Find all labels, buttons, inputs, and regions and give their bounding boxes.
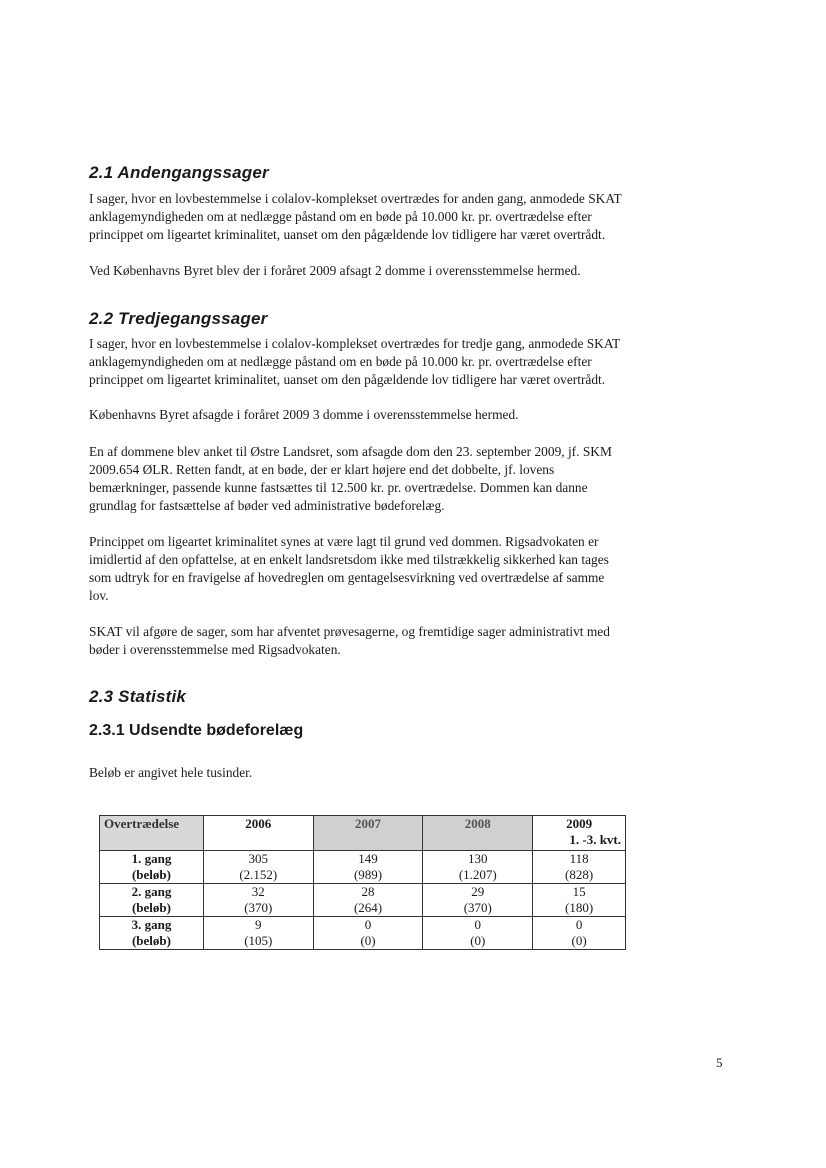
row-label <box>100 917 204 950</box>
table-cell <box>533 917 626 950</box>
cell-amount: (828) <box>565 867 594 882</box>
page-number: 5 <box>716 1055 723 1070</box>
cell-amount: (370) <box>463 900 492 915</box>
section-2-2-paragraph-1 <box>89 335 729 389</box>
table-cell <box>423 917 533 950</box>
section-2-2-paragraph-2: Københavns Byret afsagde i foråret 2009 3 domme i overensstemmelse hermed. <box>89 407 519 422</box>
text-line: 2009.654 ØLR. Retten fandt, at en bøde, der er klart højere end det dobbelte, jf. lovens <box>89 462 555 477</box>
section-2-2-paragraph-5 <box>89 623 729 659</box>
column-header: 2007 <box>313 816 423 851</box>
text-line: anklagemyndigheden om at nedlægge påstand om en bøde på 10.000 kr. pr. overtrædelse efter <box>89 354 592 369</box>
cell-count: 0 <box>364 917 372 932</box>
statistics-table <box>99 815 626 950</box>
cell-amount: (0) <box>470 933 486 948</box>
cell-amount: (370) <box>244 900 273 915</box>
cell-count: 32 <box>251 884 265 899</box>
column-header-2009 <box>533 816 626 851</box>
cell-count: 149 <box>358 851 378 866</box>
table-row <box>100 917 626 950</box>
text-line: imidlertid af den opfattelse, at en enkelt landsretsdom ikke med tilstrækkelig sikkerhed kan tages <box>89 552 609 567</box>
column-header: Overtrædelse <box>100 816 204 851</box>
column-header: 2008 <box>423 816 533 851</box>
cell-amount: (989) <box>353 867 383 882</box>
cell-count: 130 <box>468 851 488 866</box>
text-line: bemærkninger, passende kunne fastsættes til 12.500 kr. pr. overtrædelse. Dommen kan danne <box>89 480 588 495</box>
text-line: princippet om ligeartet kriminalitet, uanset om den pågældende lov tidligere har været overtrådt. <box>89 227 606 242</box>
row-label-text: 3. gang <box>131 917 172 932</box>
table-cell <box>203 917 313 950</box>
table-cell <box>313 917 423 950</box>
table-note: Beløb er angivet hele tusinder. <box>89 765 253 780</box>
section-2-1-paragraph-2: Ved Københavns Byret blev der i foråret 2009 afsagt 2 domme i overensstemmelse hermed. <box>89 263 581 278</box>
table-cell <box>533 884 626 917</box>
cell-count: 9 <box>255 917 262 932</box>
table-cell <box>423 884 533 917</box>
section-2-2-paragraph-3 <box>89 443 729 515</box>
text-line: princippet om ligeartet kriminalitet, uanset om den pågældende lov tidligere har været overtrådt. <box>89 372 606 387</box>
row-label <box>100 884 204 917</box>
cell-amount: (2.152) <box>239 867 278 882</box>
section-heading-2-3: 2.3 Statistik <box>89 687 187 706</box>
row-sublabel-text: (beløb) <box>131 867 171 882</box>
table-cell <box>533 851 626 884</box>
cell-amount: (0) <box>360 933 376 948</box>
column-header-subtitle: 1. -3. kvt. <box>569 832 621 847</box>
row-label-text: 1. gang <box>131 851 172 866</box>
text-line: I sager, hvor en lovbestemmelse i colalov-komplekset overtrædes for tredje gang, anmodede SKAT <box>89 336 621 351</box>
text-line: I sager, hvor en lovbestemmelse i colalov-komplekset overtrædes for anden gang, anmodede SKAT <box>89 191 622 206</box>
table-header-row <box>100 816 626 851</box>
cell-count: 28 <box>361 884 375 899</box>
section-2-2-paragraph-4 <box>89 533 729 605</box>
column-header: 2009 <box>566 816 593 831</box>
column-header: 2006 <box>203 816 313 851</box>
cell-amount: (1.207) <box>458 867 497 882</box>
subsection-heading-2-3-1: 2.3.1 Udsendte bødeforelæg <box>89 722 304 739</box>
text-line: bøder i overensstemmelse med Rigsadvokaten. <box>89 642 341 657</box>
cell-count: 29 <box>471 884 485 899</box>
text-line: Princippet om ligeartet kriminalitet synes at være lagt til grund ved dommen. Rigsadvokaten er <box>89 534 599 549</box>
cell-amount: (180) <box>565 900 594 915</box>
table-cell <box>203 884 313 917</box>
text-line: En af dommene blev anket til Østre Landsret, som afsagde dom den 23. september 2009, jf. SKM <box>89 444 612 459</box>
cell-count: 0 <box>474 917 482 932</box>
row-label-text: 2. gang <box>131 884 172 899</box>
row-sublabel-text: (beløb) <box>131 933 171 948</box>
section-heading-2-1: 2.1 Andengangssager <box>89 163 269 182</box>
text-line: som udtryk for en fravigelse af hovedreglen om gentagelsesvirkning ved overtrædelse af samme <box>89 570 605 585</box>
row-sublabel-text: (beløb) <box>131 900 171 915</box>
section-2-1-paragraph-1 <box>89 190 729 244</box>
table-cell <box>423 851 533 884</box>
text-line: grundlag for fastsættelse af bøder ved administrative bødeforelæg. <box>89 498 445 513</box>
table-cell <box>203 851 313 884</box>
text-line: SKAT vil afgøre de sager, som har afventet prøvesagerne, og fremtidige sager administrativt med <box>89 624 610 639</box>
cell-count: 118 <box>569 851 589 866</box>
table-cell <box>313 884 423 917</box>
cell-count: 0 <box>575 917 583 932</box>
cell-amount: (0) <box>571 933 587 948</box>
section-heading-2-2: 2.2 Tredjegangssager <box>89 309 268 328</box>
row-label <box>100 851 204 884</box>
cell-amount: (264) <box>353 900 383 915</box>
table-row <box>100 884 626 917</box>
cell-count: 305 <box>248 851 269 866</box>
text-line: anklagemyndigheden om at nedlægge påstand om en bøde på 10.000 kr. pr. overtrædelse efter <box>89 209 592 224</box>
cell-amount: (105) <box>244 933 273 948</box>
text-line: lov. <box>89 588 109 603</box>
table-cell <box>313 851 423 884</box>
cell-count: 15 <box>572 884 586 899</box>
table-row <box>100 851 626 884</box>
